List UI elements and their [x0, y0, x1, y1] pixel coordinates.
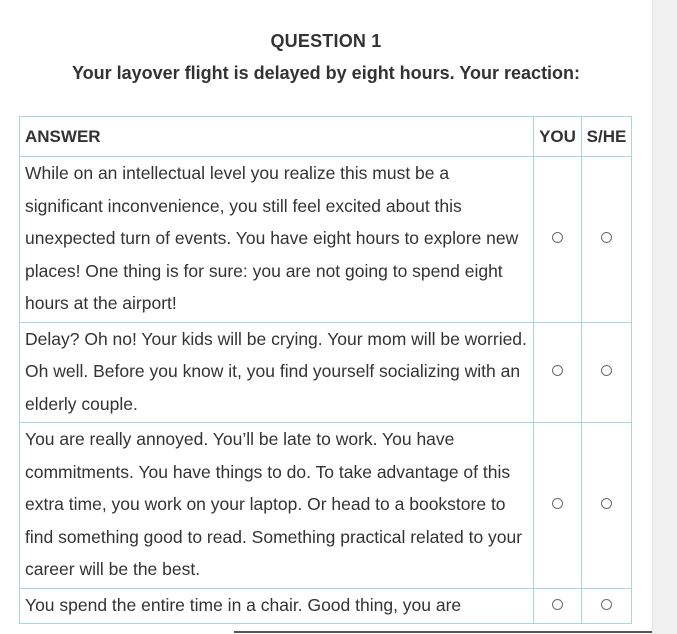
she-cell-2 — [582, 322, 632, 423]
she-cell-1 — [582, 157, 632, 323]
bottom-divider — [234, 631, 652, 633]
she-cell-4 — [582, 588, 632, 624]
question-number: QUESTION 1 — [270, 31, 382, 51]
you-cell-3 — [534, 423, 582, 589]
table-header-row — [20, 117, 632, 157]
answer-row-1 — [20, 157, 632, 323]
she-radio-2[interactable] — [601, 365, 612, 376]
column-header-she: S/HE — [582, 117, 632, 157]
answer-row-4 — [20, 588, 632, 624]
you-cell-1 — [534, 157, 582, 323]
she-cell-3 — [582, 423, 632, 589]
scrollbar-gutter[interactable] — [652, 0, 677, 634]
answer-row-2 — [20, 322, 632, 423]
column-header-answer: ANSWER — [20, 117, 534, 157]
answer-text-4: You spend the entire time in a chair. Good thing, you are — [20, 588, 534, 624]
answer-text-1: While on an intellectual level you realize this must be a significant inconvenience, you still feel excited about this unexpected turn of events. You have eight hours to explore new places! One thing is for sure: you are not going to spend eight hours at the airport! — [20, 157, 534, 323]
you-cell-4 — [534, 588, 582, 624]
column-header-you: YOU — [534, 117, 582, 157]
answer-text-3: You are really annoyed. You’ll be late to work. You have commitments. You have things to do. To take advantage of this extra time, you work on your laptop. Or head to a bookstore to find something good to read. Something practical related to your career will be the best. — [20, 423, 534, 589]
you-radio-1[interactable] — [552, 232, 563, 243]
you-radio-2[interactable] — [552, 365, 563, 376]
answers-table — [19, 116, 632, 624]
you-radio-4[interactable] — [552, 599, 563, 610]
answer-row-3 — [20, 423, 632, 589]
she-radio-4[interactable] — [601, 599, 612, 610]
answer-text-2: Delay? Oh no! Your kids will be crying. Your mom will be worried. Oh well. Before you know it, you find yourself socializing with an elderly couple. — [20, 322, 534, 423]
she-radio-3[interactable] — [601, 498, 612, 509]
you-cell-2 — [534, 322, 582, 423]
you-radio-3[interactable] — [552, 498, 563, 509]
she-radio-1[interactable] — [601, 232, 612, 243]
question-text: Your layover flight is delayed by eight hours. Your reaction: — [71, 63, 581, 83]
